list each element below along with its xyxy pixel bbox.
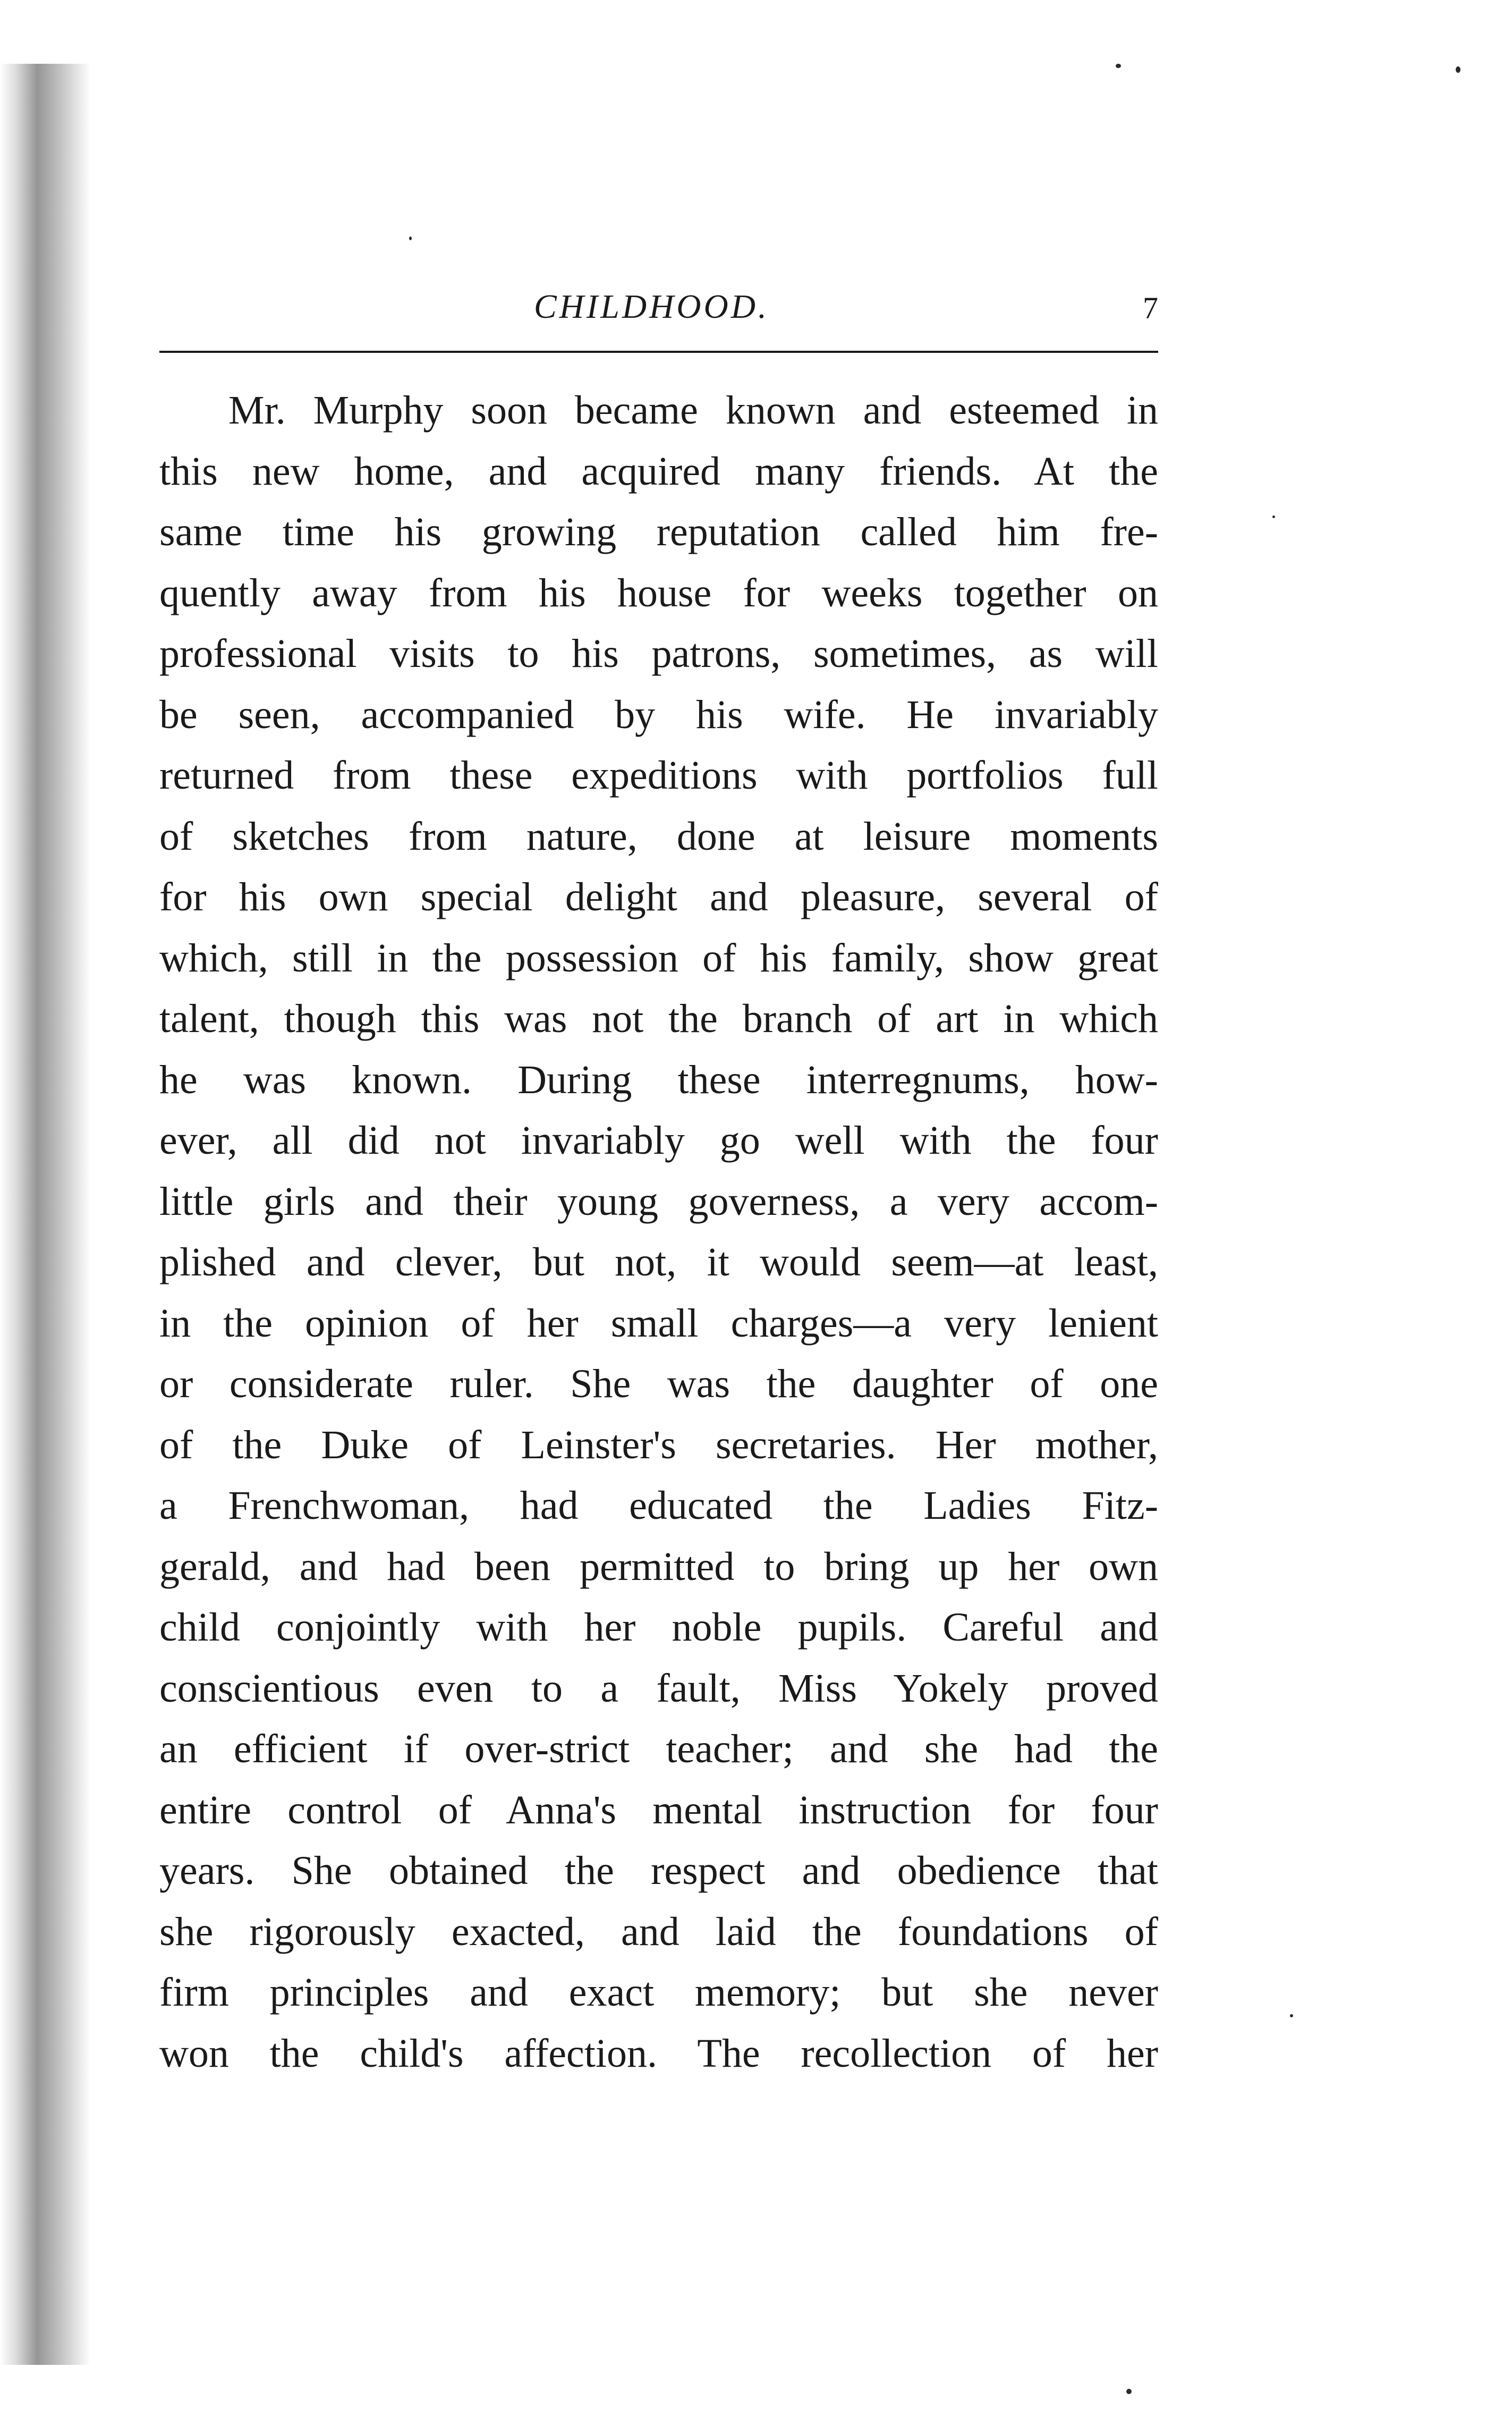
text-line: firm principles and exact memory; but she never [159, 1970, 1158, 2015]
chapter-title: CHILDHOOD. [534, 288, 769, 325]
scan-speck [1456, 66, 1460, 73]
text-line: child conjointly with her noble pupils. Careful and [159, 1605, 1158, 1650]
text-line: in the opinion of her small charges—a very lenient [159, 1300, 1158, 1346]
scan-speck [1290, 2014, 1293, 2017]
text-line: talent, though this was not the branch of art in which [159, 996, 1158, 1041]
text-line: won the child's affection. The recollection of her [159, 2031, 1158, 2076]
scan-speck [1116, 64, 1121, 68]
running-head [159, 287, 1158, 335]
text-line: which, still in the possession of his family, show great [159, 935, 1158, 980]
text-line: years. She obtained the respect and obedience that [159, 1848, 1158, 1893]
text-line: professional visits to his patrons, sometimes, as will [159, 631, 1158, 676]
text-line: entire control of Anna's mental instruction for four [159, 1787, 1158, 1832]
text-line: same time his growing reputation called him fre- [159, 510, 1158, 554]
text-line: returned from these expeditions with portfolios full [159, 753, 1158, 798]
scan-speck [1126, 2389, 1132, 2394]
text-line: of sketches from nature, done at leisure moments [159, 814, 1158, 859]
text-line: conscientious even to a fault, Miss Yokely proved [159, 1666, 1158, 1711]
text-line: she rigorously exacted, and laid the foundations of [159, 1909, 1158, 1954]
scan-speck [409, 236, 412, 240]
text-line: a Frenchwoman, had educated the Ladies Fitz- [159, 1483, 1158, 1528]
scan-speck [1272, 515, 1275, 518]
text-line: an efficient if over-strict teacher; and she had the [159, 1727, 1158, 1771]
page-number: 7 [1143, 291, 1158, 325]
text-line: this new home, and acquired many friends. At the [159, 449, 1158, 494]
text-line: plished and clever, but not, it would seem—at least, [159, 1240, 1158, 1284]
text-line: for his own special delight and pleasure, several of [159, 875, 1158, 919]
text-line: gerald, and had been permitted to bring up her own [159, 1544, 1158, 1589]
text-line: he was known. During these interregnums, how- [159, 1057, 1158, 1102]
text-line: Mr. Murphy soon became known and esteemed in [228, 388, 1158, 433]
text-line: little girls and their young governess, a very accom- [159, 1179, 1158, 1224]
header-rule [159, 351, 1158, 353]
text-line: or considerate ruler. She was the daughter of one [159, 1362, 1158, 1406]
body-paragraph [159, 380, 1158, 2084]
text-line: ever, all did not invariably go well with the four [159, 1118, 1158, 1163]
text-line: be seen, accompanied by his wife. He invariably [159, 692, 1158, 737]
text-line: quently away from his house for weeks together on [159, 570, 1158, 615]
text-line: of the Duke of Leinster's secretaries. Her mother, [159, 1422, 1158, 1467]
